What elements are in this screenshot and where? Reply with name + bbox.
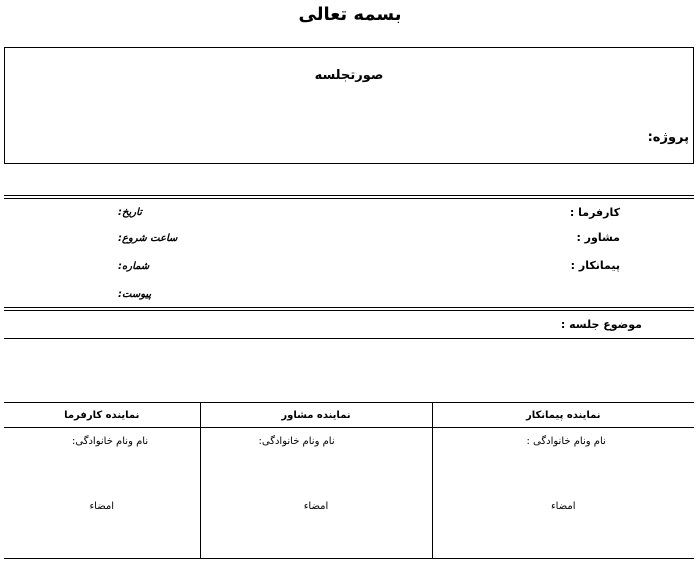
contractor-rep-cell (432, 428, 694, 559)
contractor-rep-signature-label: امضاء (550, 501, 576, 512)
consultant-rep-signature-label: امضاء (303, 501, 329, 512)
topic-underline (4, 338, 694, 339)
minutes-header-box (4, 47, 694, 164)
attachment-label: پیوست: (118, 289, 152, 300)
employer-label: کارفرما : (569, 206, 620, 219)
employer-rep-header: نماینده کارفرما (4, 403, 200, 428)
date-label: تاریخ: (118, 207, 142, 218)
minutes-title: صورتجلسه (314, 68, 384, 83)
project-label: پروژه: (647, 130, 689, 145)
signature-table (4, 402, 694, 559)
contractor-rep-header: نماینده پیمانکار (432, 403, 694, 428)
start-time-label: ساعت شروع: (118, 233, 178, 244)
divider-double (4, 195, 694, 199)
page-heading: بسمه تعالی (298, 4, 402, 25)
consultant-rep-header: نماینده مشاور (200, 403, 432, 428)
employer-rep-name-label: نام ونام خانوادگی: (72, 436, 149, 447)
contractor-label: پیمانکار : (570, 259, 620, 272)
consultant-rep-cell (200, 428, 432, 559)
employer-rep-cell (4, 428, 200, 559)
divider-double (4, 307, 694, 311)
number-label: شماره: (118, 261, 150, 272)
consultant-rep-name-label: نام ونام خانوادگی: (258, 436, 335, 447)
consultant-label: مشاور : (576, 231, 620, 244)
employer-rep-signature-label: امضاء (89, 501, 115, 512)
contractor-rep-name-label: نام ونام خانوادگی : (526, 436, 606, 447)
meeting-topic-label: موضوع جلسه : (560, 318, 642, 331)
